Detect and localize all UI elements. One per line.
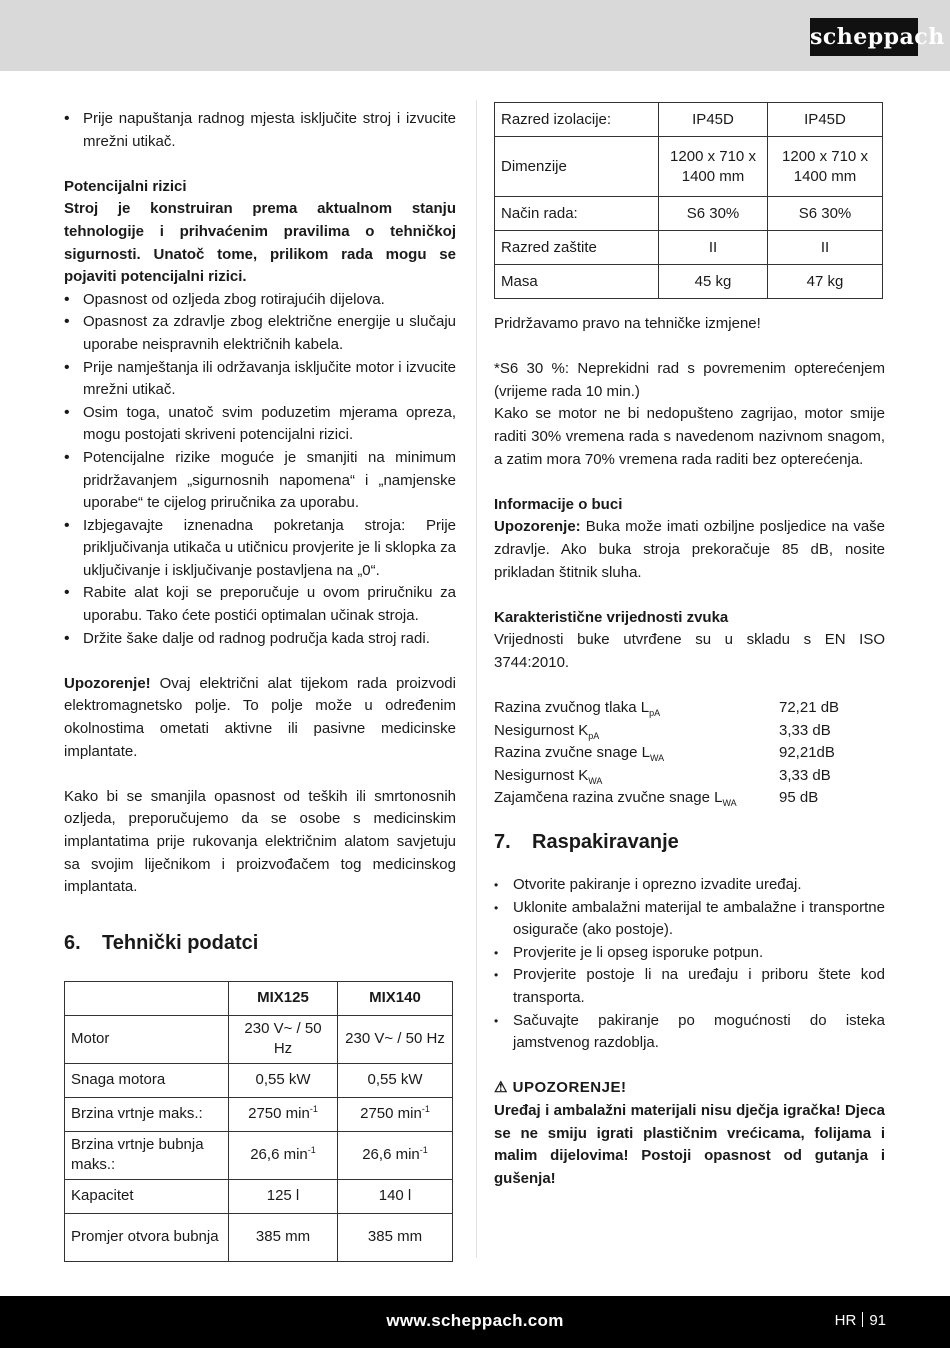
- unpack-list: [494, 874, 885, 1055]
- table-row: Nesigurnost $K_{pA}$ 3,33 dB: [494, 721, 831, 741]
- risks-title: Potencijalni rizici: [64, 177, 187, 195]
- table-row: Kapacitet 125 l 140 l: [65, 1179, 453, 1213]
- footer-bar: [0, 1296, 950, 1348]
- list-item: • Sačuvajte pakiranje po mogućnosti do isteka jamstvenog razdoblja.: [494, 1010, 885, 1055]
- table-row: Zajamčena razina zvučne snage $L_{WA}$ 95 dB: [494, 789, 819, 809]
- section-7-heading: 7. Raspakiravanje: [494, 831, 679, 854]
- page-indicator: HR 91: [834, 1312, 886, 1329]
- list-item: • Izbjegavajte iznenadna pokretanja stroja: Prije priključivanja utikača u utičnicu provjerite je li sklopka za uključivanje i isključivanje postavljena na „0“.: [64, 515, 456, 583]
- table-row: Razred zaštite II II: [495, 231, 883, 265]
- noise-title: Informacije o buci: [494, 495, 623, 513]
- table-row: Brzina vrtnje bubnja maks.: 26,6 $\min^{-1}$ 26,6 $\min^{-1}$: [65, 1131, 453, 1179]
- right-column: [494, 102, 885, 1190]
- model-header: MIX140: [338, 981, 453, 1015]
- list-item: • Provjerite je li opseg isporuke potpun.: [494, 942, 885, 965]
- list-item: • Rabite alat koji se preporučuje u ovom priručniku za uporabu. Tako ćete postići optimalan učinak stroja.: [64, 582, 456, 627]
- list-item: • Potencijalne rizike moguće je smanjiti na minimum pridržavanjem „sigurnosnih napomena“ i „namjenske uporabe“ te cijelog priručnika za uporabu.: [64, 447, 456, 515]
- model-header: MIX125: [229, 981, 338, 1015]
- warning-triangle-icon: ⚠: [494, 1079, 508, 1097]
- em-warning-paragraph: [64, 673, 456, 763]
- header-bar: [0, 0, 950, 71]
- table-row: Masa 45 kg 47 kg: [495, 265, 883, 299]
- list-item: • Držite šake dalje od radnog područja kada stroj radi.: [64, 628, 456, 651]
- spec-table-1: [64, 981, 453, 1262]
- char-title: Karakteristične vrijednosti zvuka: [494, 608, 729, 626]
- list-item: • Osim toga, unatoč svim poduzetim mjerama opreza, mogu postojati skriveni potencijalni rizici.: [64, 402, 456, 447]
- s6-text: Kako se motor ne bi nedopušteno zagrijao, motor smije raditi 30% vremena rada s navedenom nazivnom snagom, a zatim mora 70% vremena rada raditi bez opterećenja.: [494, 405, 885, 468]
- table-row: Motor 230 V~ / 50 Hz 230 V~ / 50 Hz: [65, 1015, 453, 1063]
- intro-list: [64, 108, 456, 153]
- scheppach-logo: scheppach: [810, 18, 918, 56]
- table-row: Promjer otvora bubnja 385 mm 385 mm: [65, 1213, 453, 1261]
- warning-label: Upozorenje!: [64, 674, 151, 692]
- char-text: Vrijednosti buke utvrđene su u skladu s EN ISO 3744:2010.: [494, 631, 885, 671]
- noise-warning: Upozorenje: Buka može imati ozbiljne posljedice na vaše zdravlje. Ako buka stroja prekoračuje 85 dB, nosite prikladan štitnik sluha.: [494, 518, 885, 581]
- spec-table-2: [494, 102, 883, 299]
- list-item: • Prije napuštanja radnog mjesta isključite stroj i izvucite mrežni utikač.: [64, 108, 456, 153]
- table-row: Snaga motora 0,55 kW 0,55 kW: [65, 1063, 453, 1097]
- s6-note: *S6 30 %: Neprekidni rad s povremenim opterećenjem (vrijeme rada 10 min.): [494, 360, 885, 400]
- table-row: Razina zvučnog tlaka $L_{pA}$ 72,21 dB: [494, 699, 840, 719]
- warning-text: Ovaj električni alat tijekom rada proizvodi elektromagnetsko polje. To polje može u određenim okolnostima ometati aktivne ili pasivne medicinske implantate.: [64, 674, 456, 760]
- section-6-heading: 6. Tehnički podatci: [64, 931, 259, 954]
- list-item: • Uklonite ambalažni materijal te ambalažne i transportne osigurače (ako postoje).: [494, 897, 885, 942]
- left-column: [64, 108, 456, 1262]
- table-row: Dimenzije 1200 x 710 x 1400 mm 1200 x 710 x 1400 mm: [495, 137, 883, 197]
- implant-paragraph: Kako bi se smanjila opasnost od teških ili smrtonosnih ozljeda, preporučujemo da se osobe s medicinskim implantatima prije rukovanja električnim alatom savjetuju sa svojim liječnikom i proizvođačem tog medicinskog implantata.: [64, 787, 456, 896]
- column-divider: [476, 100, 477, 1258]
- list-item: • Opasnost za zdravlje zbog električne energije u slučaju uporabe neispravnih električnih kabela.: [64, 311, 456, 356]
- list-item: • Provjerite postoje li na uređaju i priboru štete kod transporta.: [494, 964, 885, 1009]
- table-row: Način rada: S6 30% S6 30%: [495, 197, 883, 231]
- risks-list: [64, 289, 456, 651]
- list-item: • Opasnost od ozljeda zbog rotirajućih dijelova.: [64, 289, 456, 312]
- list-item: • Otvorite pakiranje i oprezno izvadite uređaj.: [494, 874, 885, 897]
- table-row: Razred izolacije: IP45D IP45D: [495, 103, 883, 137]
- table-row: Razina zvučne snage $L_{WA}$ 92,21dB: [494, 744, 835, 764]
- table-row: Nesigurnost $K_{WA}$ 3,33 dB: [494, 766, 831, 786]
- list-item: • Prije namještanja ili održavanja isključite motor i izvucite mrežni utikač.: [64, 357, 456, 402]
- table-row: Brzina vrtnje maks.: 2750 $\min^{-1}$ 2750 $\min^{-1}$: [65, 1097, 453, 1131]
- risks-intro: Stroj je konstruiran prema aktualnom stanju tehnologije i prihvaćenim pravilima o tehničkoj sigurnosti. Unatoč tome, prilikom rada mogu se pojaviti potencijalni rizici.: [64, 200, 456, 286]
- noise-values-table: [494, 697, 885, 810]
- warning-heading: ⚠ UPOZORENJE!: [494, 1079, 627, 1097]
- reserve-note: Pridržavamo pravo na tehničke izmjene!: [494, 315, 761, 332]
- warning-text: Uređaj i ambalažni materijali nisu dječja igračka! Djeca se ne smiju igrati plastičnim vrećicama, folijama i malim dijelovima! Postoji opasnost od gutanja i gušenja!: [494, 1102, 885, 1187]
- website-link[interactable]: www.scheppach.com: [386, 1311, 564, 1330]
